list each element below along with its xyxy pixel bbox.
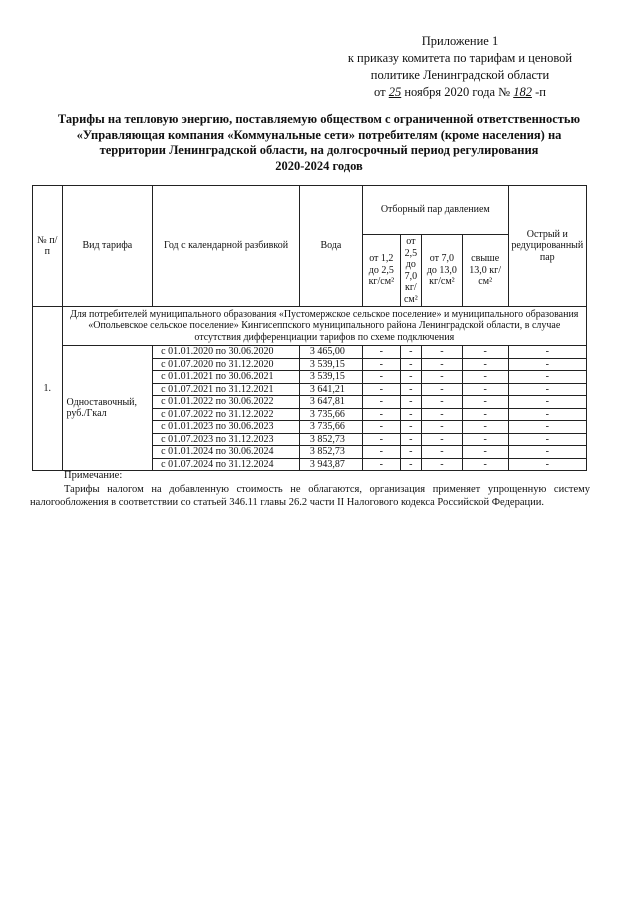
empty-tariff-cell: -: [462, 346, 508, 359]
empty-tariff-cell: -: [508, 371, 586, 384]
empty-tariff-cell: -: [462, 458, 508, 471]
empty-tariff-cell: -: [462, 358, 508, 371]
order-day: 25: [388, 85, 402, 99]
period-cell: с 01.07.2020 по 31.12.2020: [153, 358, 300, 371]
empty-tariff-cell: -: [422, 433, 463, 446]
empty-tariff-cell: -: [508, 346, 586, 359]
period-cell: с 01.01.2022 по 30.06.2022: [153, 396, 300, 409]
header-num: № п/п: [33, 186, 63, 307]
empty-tariff-cell: -: [462, 421, 508, 434]
title-line-1: Тарифы на тепловую энергию, поставляемую обществом с ограниченной ответственностью: [57, 112, 581, 126]
appendix-date-line: [330, 84, 590, 101]
empty-tariff-cell: -: [422, 446, 463, 459]
empty-tariff-cell: -: [362, 446, 400, 459]
empty-tariff-cell: -: [462, 396, 508, 409]
header-tariff-type: Вид тарифа: [62, 186, 153, 307]
empty-tariff-cell: -: [508, 446, 586, 459]
water-tariff-cell: 3 539,15: [299, 371, 362, 384]
empty-tariff-cell: -: [422, 358, 463, 371]
empty-tariff-cell: -: [400, 408, 421, 421]
water-tariff-cell: 3 852,73: [299, 446, 362, 459]
period-cell: с 01.07.2021 по 31.12.2021: [153, 383, 300, 396]
empty-tariff-cell: -: [508, 408, 586, 421]
tariff-type-cell: Одноставочный, руб./Гкал: [62, 346, 153, 471]
header-steam-group: Отборный пар давлением: [362, 186, 508, 235]
empty-tariff-cell: -: [362, 433, 400, 446]
empty-tariff-cell: -: [400, 358, 421, 371]
header-pressure-2: от 2,5 до 7,0 кг/см²: [400, 235, 421, 307]
empty-tariff-cell: -: [422, 396, 463, 409]
empty-tariff-cell: -: [362, 383, 400, 396]
row-number: 1.: [33, 307, 63, 471]
empty-tariff-cell: -: [362, 346, 400, 359]
empty-tariff-cell: -: [400, 346, 421, 359]
header-pressure-3: от 7,0 до 13,0 кг/см²: [422, 235, 463, 307]
empty-tariff-cell: -: [362, 396, 400, 409]
period-cell: с 01.07.2023 по 31.12.2023: [153, 433, 300, 446]
period-cell: с 01.01.2023 по 30.06.2023: [153, 421, 300, 434]
empty-tariff-cell: -: [362, 421, 400, 434]
empty-tariff-cell: -: [422, 346, 463, 359]
empty-tariff-cell: -: [362, 458, 400, 471]
empty-tariff-cell: -: [362, 371, 400, 384]
water-tariff-cell: 3 943,87: [299, 458, 362, 471]
title-line-3: территории Ленинградской области, на долгосрочный период регулирования: [99, 143, 539, 157]
order-date-rest: ноября 2020 года №: [404, 85, 511, 99]
tariff-table: [32, 185, 587, 471]
empty-tariff-cell: -: [508, 383, 586, 396]
header-water: Вода: [299, 186, 362, 307]
empty-tariff-cell: -: [462, 371, 508, 384]
group-description: Для потребителей муниципального образования «Пустомержское сельское поселение» и муниципального образования «Опольевское сельское поселение» Кингисеппского муниципального района Ленинградской области, в случае отсутствия дифференциации тарифов по схеме подключения: [62, 307, 586, 346]
water-tariff-cell: 3 735,66: [299, 408, 362, 421]
period-cell: с 01.01.2024 по 30.06.2024: [153, 446, 300, 459]
empty-tariff-cell: -: [462, 408, 508, 421]
order-suffix: -п: [535, 85, 546, 99]
empty-tariff-cell: -: [422, 421, 463, 434]
period-cell: с 01.07.2024 по 31.12.2024: [153, 458, 300, 471]
empty-tariff-cell: -: [400, 371, 421, 384]
appendix-header: [330, 33, 590, 101]
empty-tariff-cell: -: [508, 433, 586, 446]
period-cell: с 01.01.2021 по 30.06.2021: [153, 371, 300, 384]
header-pressure-1: от 1,2 до 2,5 кг/см²: [362, 235, 400, 307]
appendix-order-line: к приказу комитета по тарифам и ценовой: [347, 51, 573, 65]
empty-tariff-cell: -: [362, 358, 400, 371]
empty-tariff-cell: -: [508, 396, 586, 409]
appendix-committee-line: политике Ленинградской области: [370, 68, 550, 82]
title-line-2: «Управляющая компания «Коммунальные сети» потребителям (кроме населения) на: [76, 127, 562, 142]
water-tariff-cell: 3 852,73: [299, 433, 362, 446]
water-tariff-cell: 3 465,00: [299, 346, 362, 359]
header-pressure-4: свыше 13,0 кг/см²: [462, 235, 508, 307]
empty-tariff-cell: -: [400, 396, 421, 409]
title-line-4: 2020-2024 годов: [275, 158, 363, 173]
empty-tariff-cell: -: [422, 408, 463, 421]
note-text: Тарифы налогом на добавленную стоимость не облагаются, организация применяет упрощенную систему налогообложения в соответствии со статьей 346.11 главы 26.2 части II Налогового кодекса Российской Федерации.: [30, 483, 590, 508]
date-prefix: от: [374, 85, 386, 99]
water-tariff-cell: 3 539,15: [299, 358, 362, 371]
empty-tariff-cell: -: [362, 408, 400, 421]
appendix-title: Приложение 1: [421, 34, 499, 48]
period-cell: с 01.07.2022 по 31.12.2022: [153, 408, 300, 421]
header-period: Год с календарной разбивкой: [153, 186, 300, 307]
empty-tariff-cell: -: [400, 421, 421, 434]
order-number: 182: [513, 85, 532, 99]
empty-tariff-cell: -: [508, 458, 586, 471]
document-title: [28, 112, 610, 174]
empty-tariff-cell: -: [462, 433, 508, 446]
note-label: Примечание:: [64, 470, 123, 481]
header-sharp-steam: Острый и редуцированный пар: [508, 186, 586, 307]
empty-tariff-cell: -: [462, 446, 508, 459]
empty-tariff-cell: -: [400, 433, 421, 446]
empty-tariff-cell: -: [422, 371, 463, 384]
period-cell: с 01.01.2020 по 30.06.2020: [153, 346, 300, 359]
water-tariff-cell: 3 647,81: [299, 396, 362, 409]
table-row: [33, 346, 587, 359]
water-tariff-cell: 3 735,66: [299, 421, 362, 434]
empty-tariff-cell: -: [400, 458, 421, 471]
empty-tariff-cell: -: [508, 358, 586, 371]
empty-tariff-cell: -: [508, 421, 586, 434]
note-section: [30, 469, 590, 510]
empty-tariff-cell: -: [400, 446, 421, 459]
water-tariff-cell: 3 641,21: [299, 383, 362, 396]
empty-tariff-cell: -: [422, 383, 463, 396]
empty-tariff-cell: -: [422, 458, 463, 471]
empty-tariff-cell: -: [400, 383, 421, 396]
empty-tariff-cell: -: [462, 383, 508, 396]
